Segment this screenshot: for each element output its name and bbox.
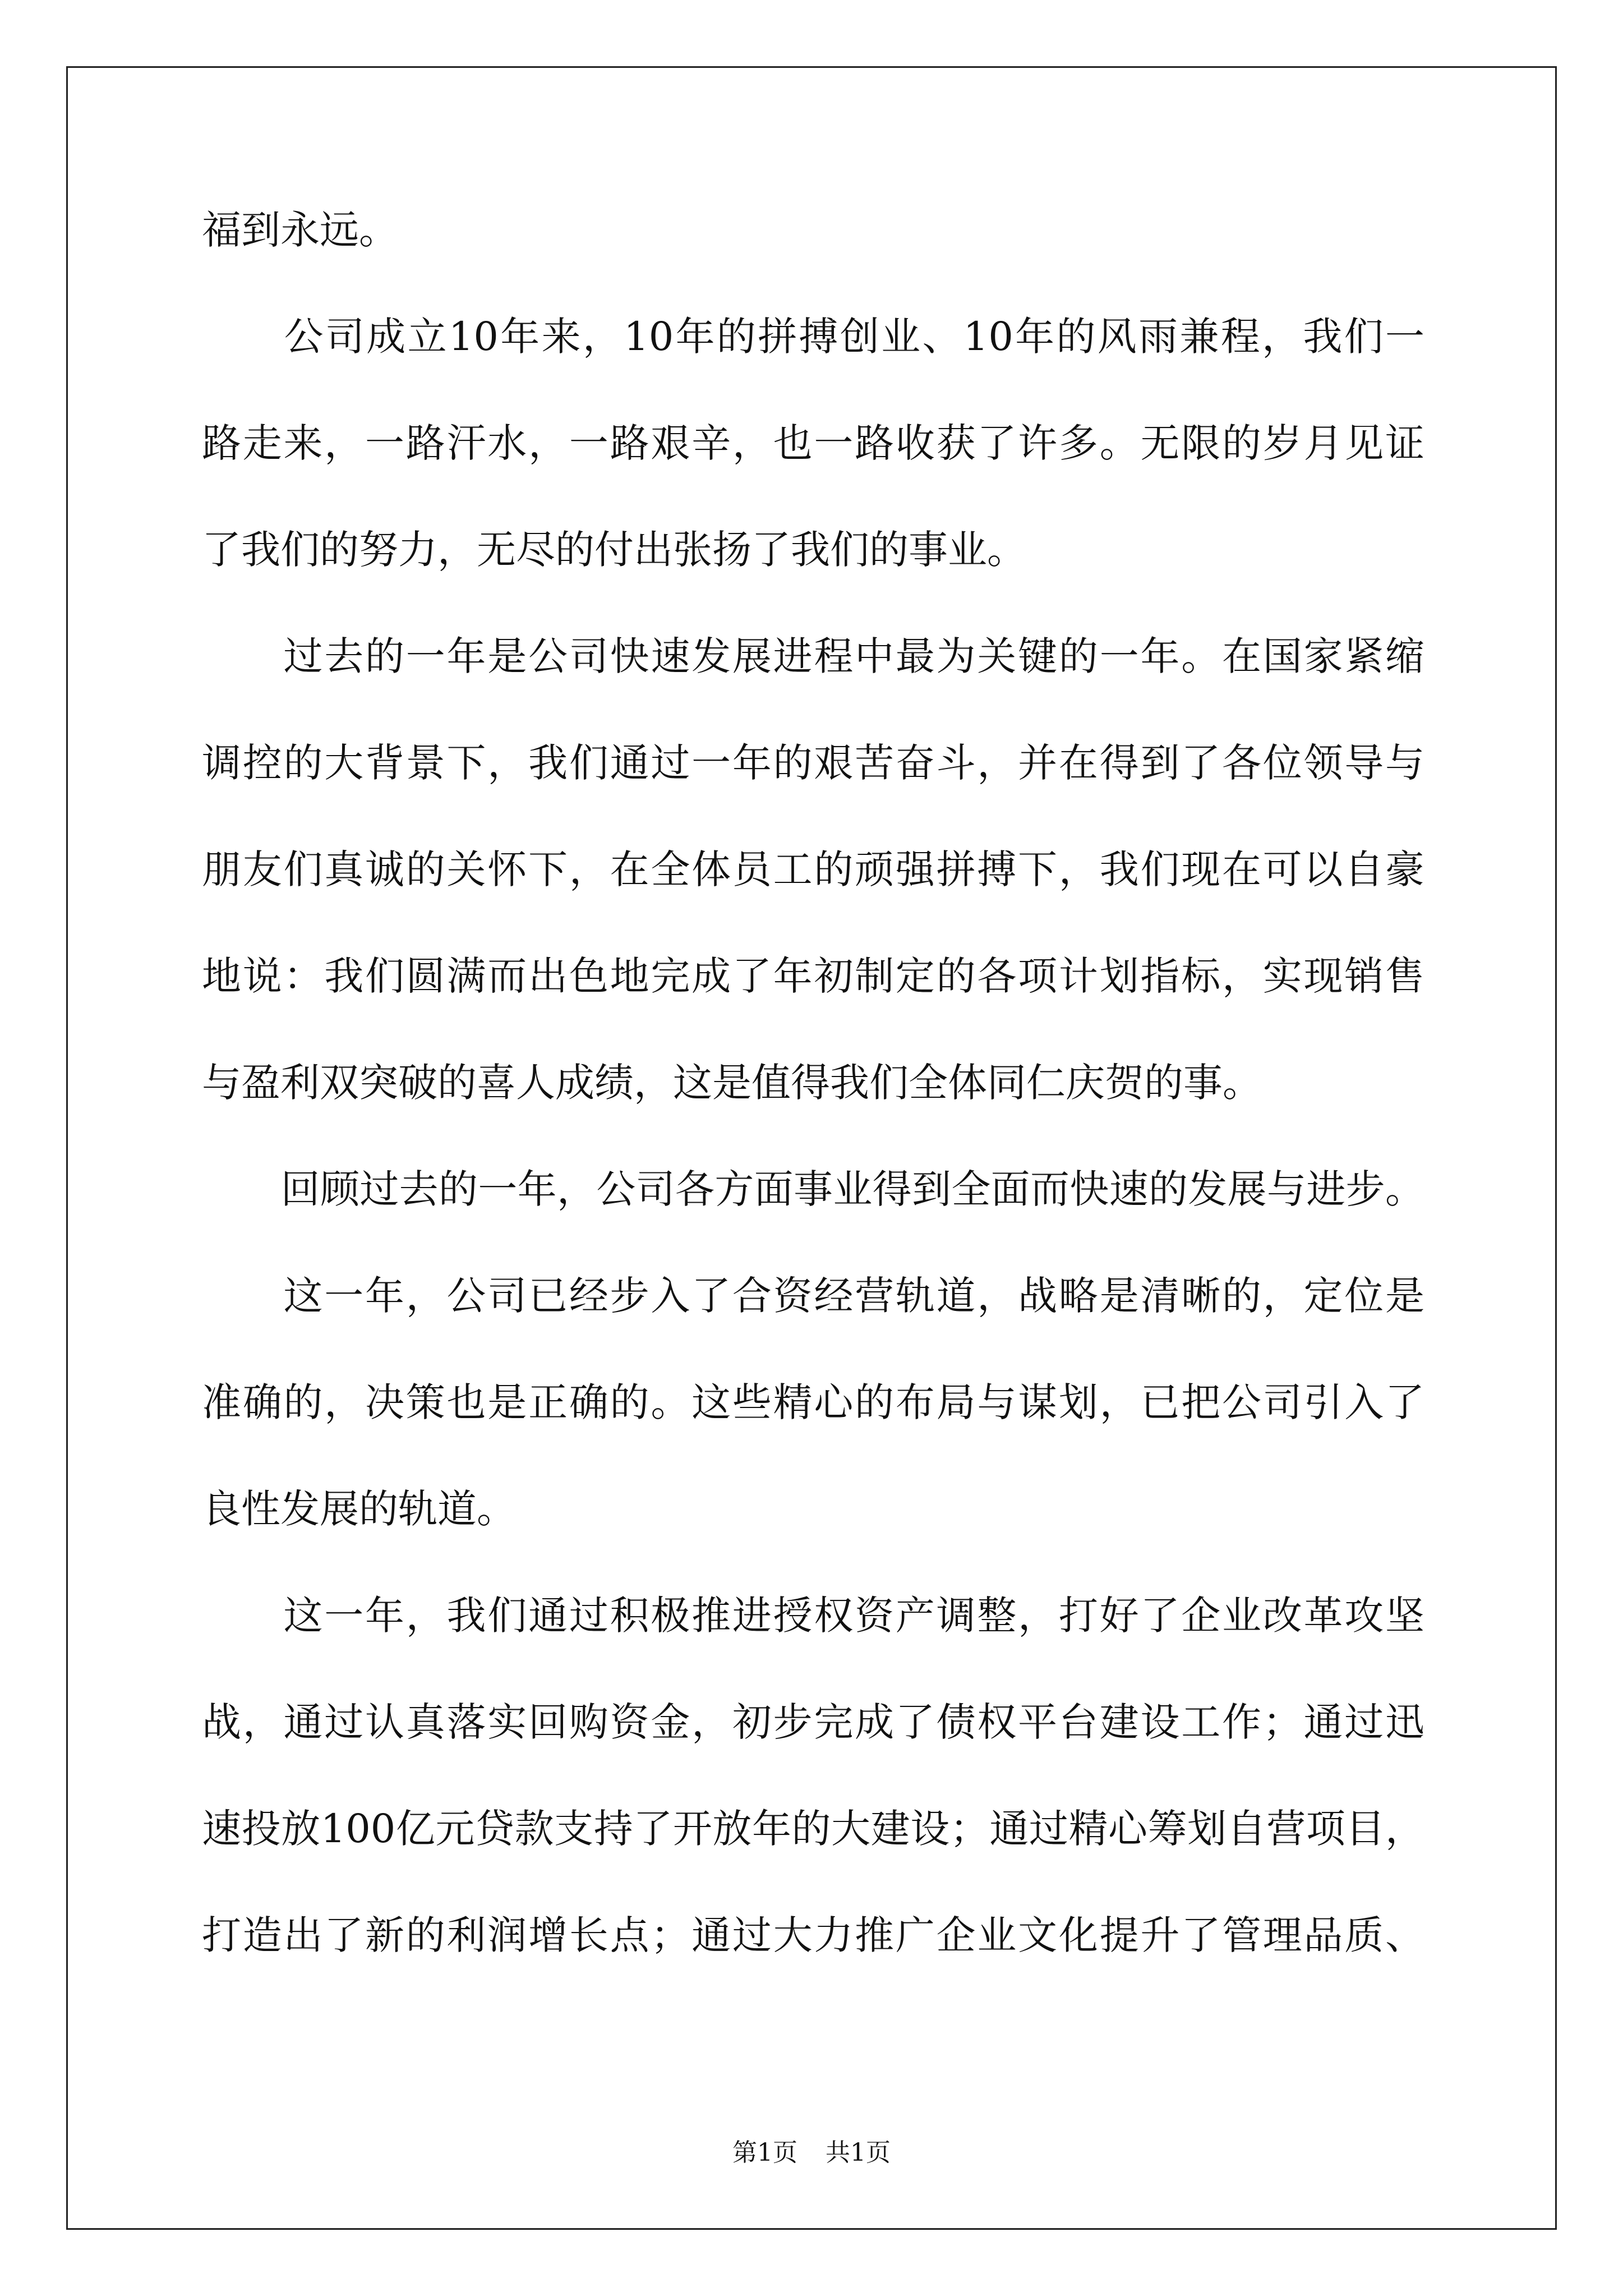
text-line: 回顾过去的一年，公司各方面事业得到全面而快速的发展与进步。 [202,1166,1424,1212]
text-line: 这一年，公司已经步入了合资经营轨道，战略是清晰的，定位是 [202,1273,1424,1319]
text-line: 地说：我们圆满而出色地完成了年初制定的各项计划指标，实现销售 [202,953,1424,999]
text-line: 打造出了新的利润增长点；通过大力推广企业文化提升了管理品质、 [202,1912,1424,1958]
text-line: 公司成立10年来，10年的拼搏创业、10年的风雨兼程，我们一 [202,314,1424,360]
text-line: 朋友们真诚的关怀下，在全体员工的顽强拼搏下，我们现在可以自豪 [202,846,1424,892]
text-line: 这一年，我们通过积极推进授权资产调整，打好了企业改革攻坚 [202,1593,1424,1639]
text-line: 准确的，决策也是正确的。这些精心的布局与谋划，已把公司引入了 [202,1379,1424,1425]
text-line: 福到永远。 [202,207,398,253]
text-line: 路走来，一路汗水，一路艰辛，也一路收获了许多。无限的岁月见证 [202,420,1424,466]
text-line: 战，通过认真落实回购资金，初步完成了债权平台建设工作；通过迅 [202,1699,1424,1745]
text-line: 与盈利双突破的喜人成绩，这是值得我们全体同仁庆贺的事。 [202,1060,1262,1106]
text-line: 调控的大背景下，我们通过一年的艰苦奋斗，并在得到了各位领导与 [202,740,1424,786]
text-line: 速投放100亿元贷款支持了开放年的大建设；通过精心筹划自营项目， [202,1806,1424,1852]
page-border [66,66,1557,2230]
text-line: 过去的一年是公司快速发展进程中最为关键的一年。在国家紧缩 [202,633,1424,679]
page-number: 第1页 [732,2138,797,2167]
text-line: 良性发展的轨道。 [202,1486,516,1532]
page-footer [0,2136,1623,2170]
total-pages: 共1页 [826,2138,891,2167]
text-line: 了我们的努力，无尽的付出张扬了我们的事业。 [202,527,1026,573]
